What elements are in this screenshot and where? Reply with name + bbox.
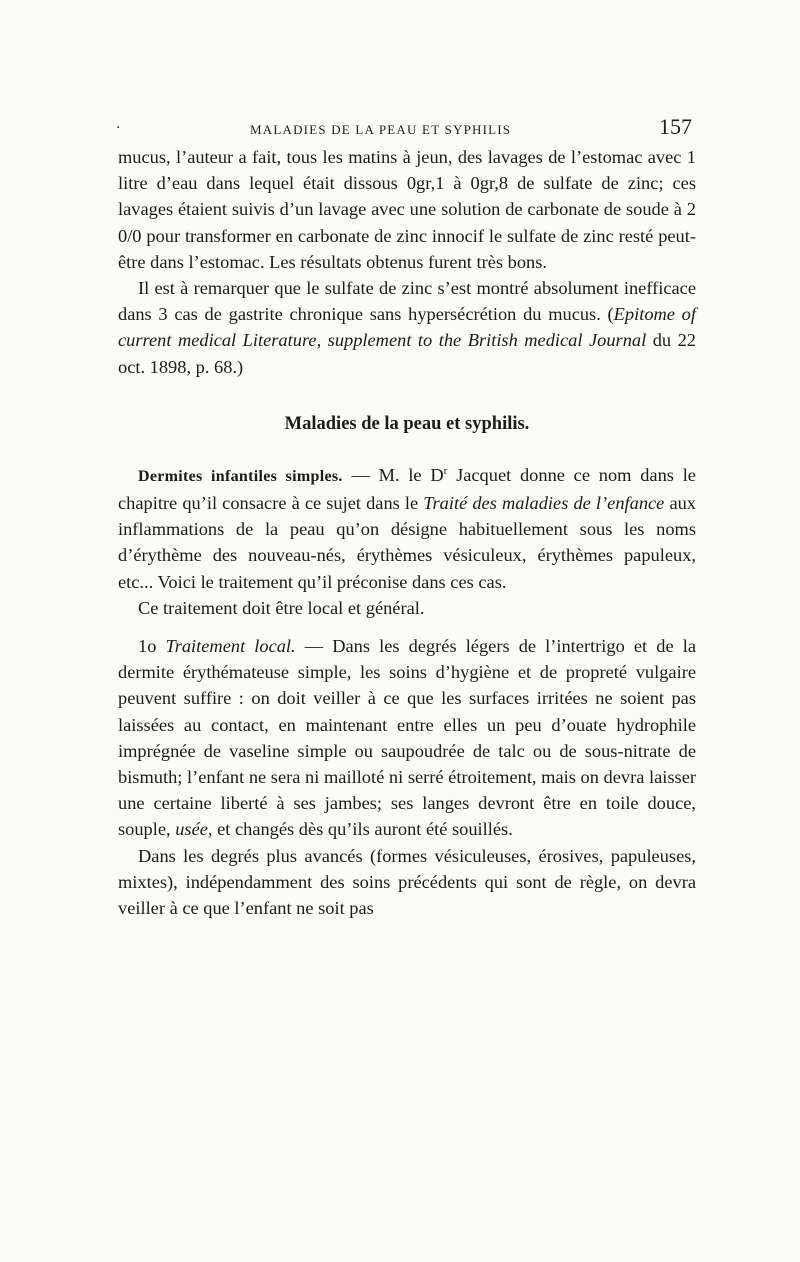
p5-text-after: , et changés dès qu’ils auront été souillés. — [207, 819, 513, 840]
p2-text-before: Il est à remarquer que le sulfate de zinc s’est montré absolument inefficace dans 3 cas de gastrite chronique sans hypersécrétion du mucus. ( — [118, 278, 696, 325]
italic-word: usée — [175, 819, 208, 840]
body-text — [118, 144, 696, 921]
running-header — [118, 108, 696, 144]
p5-text-before: — Dans les degrés légers de l’intertrigo et de la dermite érythémateuse simple, les soins d’hygiène et de propreté vulgaire peuvent suffire : on doit veiller à ce que les surfaces irritées ne soient pas laissées au contact, en maintenant entre elles un peu d’ouate hydrophile imprégnée de vaseline simple ou saupoudrée de talc ou de sous-nitrate de bismuth; l’enfant ne sera ni mailloté ni serré étroitement, mais on devra laisser une certaine liberté à ses jambes; ses langes devront être en toile douce, souple, — [118, 636, 696, 840]
doctor-superscript: r — [443, 464, 448, 477]
page-number: 157 — [659, 114, 692, 139]
p2-text-after: du 22 oct. 1898, p. 68.) — [118, 330, 696, 377]
paragraph-6: Dans les degrés plus avancés (formes vésiculeuses, érosives, papuleuses, mixtes), indépendamment des soins précédents qui sont de règle, on devra veiller à ce que l’enfant ne soit pas — [118, 845, 696, 919]
item-number: 1o — [138, 636, 157, 657]
item-label: Traitement local. — [165, 636, 296, 657]
paragraph-2 — [118, 275, 696, 380]
paragraph-4: Ce traitement doit être local et général. — [138, 597, 425, 618]
book-title: Traité des maladies de l’enfance — [423, 493, 665, 514]
p3-text-after: aux inflammations de la peau qu’on désigne habituellement sous les noms d’érythème des nouveau-nés, érythèmes vésiculeux, érythèmes papuleux, etc... Voici le traitement qu’il préconise dans ces cas. — [118, 493, 696, 592]
book-page — [118, 108, 696, 921]
paragraph-gap — [118, 621, 696, 633]
citation: Epitome of current medical Literature, supplement to the British medical Journal — [118, 304, 696, 351]
subsection-lead: Dermites infantiles simples. — [138, 467, 343, 485]
header-dot: . — [116, 116, 121, 132]
paragraph-1: mucus, l’auteur a fait, tous les matins à jeun, des lavages de l’estomac avec 1 litre d’eau dans lequel était dissous 0gr,1 à 0gr,8 de sulfate de zinc; ces lavages étaient suivis d’un lavage avec une solution de carbonate de soude à 2 0/0 pour transformer en carbonate de zinc innocif le sulfate de zinc resté peut-être dans l’estomac. Les résultats obtenus furent très bons. — [118, 147, 696, 272]
paragraph-5 — [118, 633, 696, 843]
paragraph-3 — [118, 462, 696, 595]
section-heading: Maladies de la peau et syphilis. — [284, 413, 530, 434]
running-title: MALADIES DE LA PEAU ET SYPHILIS — [250, 122, 512, 137]
p3-text-mid: Jacquet donne ce nom dans le chapitre qu’il consacre à ce sujet dans le — [118, 464, 696, 514]
p3-text-before: — M. le D — [342, 464, 444, 485]
